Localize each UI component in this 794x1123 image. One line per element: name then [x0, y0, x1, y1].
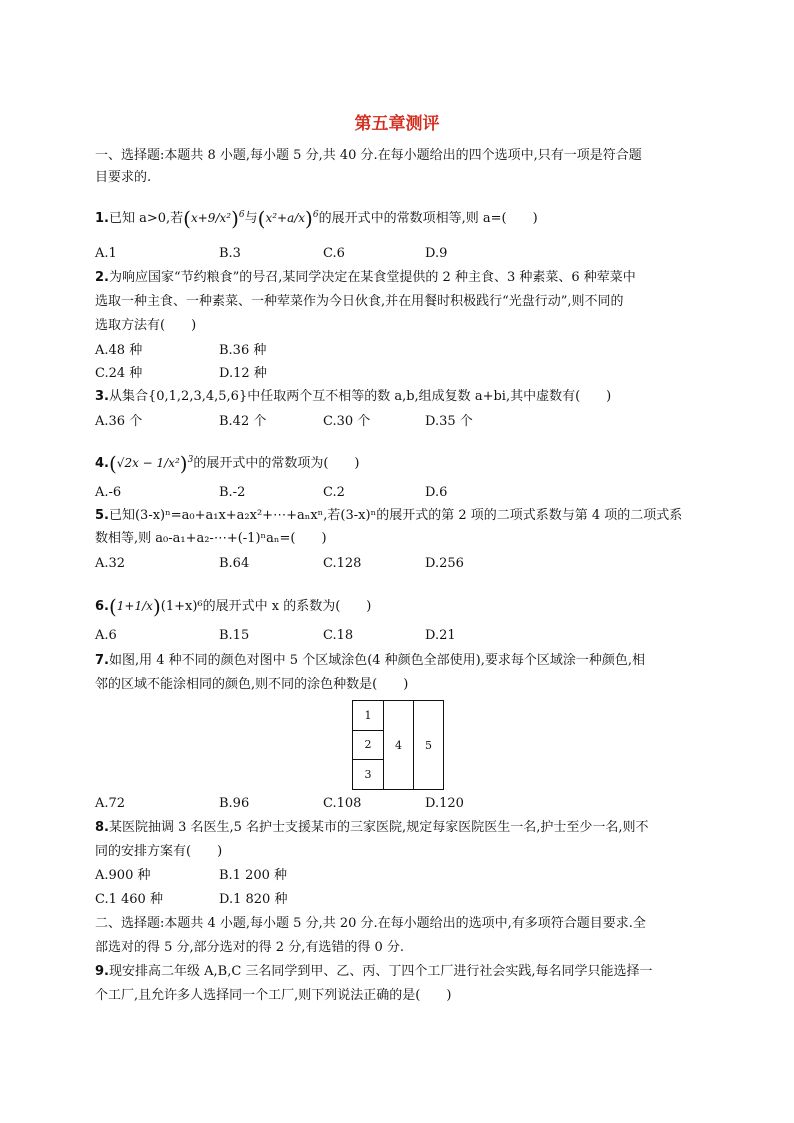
- option-c[interactable]: C.6: [323, 246, 345, 261]
- question-number: 4.: [95, 456, 109, 471]
- option-d[interactable]: D.9: [425, 246, 448, 261]
- question-number: 6.: [95, 599, 109, 614]
- question-4: [95, 451, 360, 476]
- q1-expression-1: $(x+9/x^2)^6$: [183, 206, 245, 231]
- region-1: 1: [353, 701, 384, 731]
- section1-instructions-line2: 目要求的.: [95, 170, 152, 185]
- option-a[interactable]: A.36 个: [95, 414, 143, 429]
- option-b[interactable]: B.96: [219, 796, 250, 811]
- question-4-text: 的展开式中的常数项为( ): [193, 456, 360, 471]
- question-6: [95, 594, 372, 619]
- question-2-line2: 选取一种主食、一种素菜、一种荤菜作为今日伙食,并在用餐时积极践行“光盘行动”,则不同的: [95, 294, 624, 309]
- region-coloring-diagram: [352, 700, 444, 790]
- option-c[interactable]: C.108: [323, 796, 362, 811]
- question-8-line1: [95, 819, 648, 837]
- question-3-text: 从集合{0,1,2,3,4,5,6}中任取两个互不相等的数 a,b,组成复数 a+bi,其中虚数有( ): [108, 389, 612, 404]
- option-c[interactable]: C.2: [323, 485, 345, 500]
- option-b[interactable]: B.15: [219, 628, 250, 643]
- option-c[interactable]: C.18: [323, 628, 354, 643]
- option-a[interactable]: A.48 种: [95, 343, 143, 358]
- question-1: [95, 206, 538, 231]
- q4-expression: $(√2x - 1/x^2)^3$: [108, 451, 194, 476]
- option-d[interactable]: D.12 种: [219, 366, 267, 381]
- question-number: 1.: [95, 211, 109, 226]
- question-number: 2.: [95, 270, 109, 285]
- question-1-pre: 已知 a>0,若: [108, 211, 184, 226]
- option-d[interactable]: D.120: [425, 796, 464, 811]
- question-2-text: 为响应国家“节约粮食”的号召,某同学决定在某食堂提供的 2 种主食、3 种素菜、6 种荤菜中: [108, 270, 636, 285]
- section1-instructions-line1: 一、选择题:本题共 8 小题,每小题 5 分,共 40 分.在每小题给出的四个选项中,只有一项是符合题: [95, 148, 642, 163]
- option-c[interactable]: C.1 460 种: [95, 892, 163, 907]
- question-7-text: 如图,用 4 种不同的颜色对图中 5 个区域涂色(4 种颜色全部使用),要求每个区域涂一种颜色,相: [108, 653, 646, 668]
- question-6-text: (1+x)⁶的展开式中 x 的系数为( ): [160, 599, 372, 614]
- option-d[interactable]: D.21: [425, 628, 456, 643]
- region-4: 4: [384, 701, 414, 789]
- question-7-line1: [95, 652, 645, 670]
- option-c[interactable]: C.128: [323, 556, 362, 571]
- option-d[interactable]: D.256: [425, 556, 464, 571]
- q1-expression-2: $(x^2+a/x)^6$: [257, 206, 319, 231]
- section2-instructions-line1: 二、选择题:本题共 4 小题,每小题 5 分,共 20 分.在每小题给出的选项中,有多项符合题目要求.全: [95, 916, 646, 931]
- question-2-line3: 选取方法有( ): [95, 318, 197, 333]
- option-b[interactable]: B.42 个: [219, 414, 267, 429]
- q6-expression: (1+1/x): [108, 594, 161, 619]
- option-b[interactable]: B.-2: [219, 485, 246, 500]
- option-a[interactable]: A.72: [95, 796, 126, 811]
- option-b[interactable]: B.3: [219, 246, 241, 261]
- option-d[interactable]: D.6: [425, 485, 448, 500]
- option-a[interactable]: A.1: [95, 246, 117, 261]
- question-7-line2: 邻的区域不能涂相同的颜色,则不同的涂色种数是( ): [95, 677, 409, 692]
- question-9-text: 现安排高二年级 A,B,C 三名同学到甲、乙、丙、丁四个工厂进行社会实践,每名同学只能选择一: [108, 964, 653, 979]
- region-2: 2: [353, 730, 384, 760]
- option-a[interactable]: A.32: [95, 556, 126, 571]
- option-c[interactable]: C.24 种: [95, 366, 143, 381]
- option-d[interactable]: D.1 820 种: [219, 892, 288, 907]
- option-d[interactable]: D.35 个: [425, 414, 473, 429]
- question-number: 8.: [95, 820, 109, 835]
- question-1-mid: 与: [244, 211, 258, 226]
- question-9-line2: 个工厂,且允许多人选择同一个工厂,则下列说法正确的是( ): [95, 988, 452, 1003]
- option-a[interactable]: A.900 种: [95, 868, 151, 883]
- question-3: [95, 388, 611, 406]
- question-5-line2: 数相等,则 a₀-a₁+a₂-⋯+(-1)ⁿaₙ=( ): [95, 531, 327, 546]
- page-title: 第五章测评: [354, 114, 440, 134]
- option-b[interactable]: B.1 200 种: [219, 868, 288, 883]
- region-5: 5: [425, 738, 432, 752]
- question-5-line1: [95, 507, 682, 525]
- question-5-text: 已知(3-x)ⁿ=a₀+a₁x+a₂x²+⋯+aₙxⁿ,若(3-x)ⁿ的展开式的第 2 项的二项式系数与第 4 项的二项式系: [108, 508, 683, 523]
- question-8-text: 某医院抽调 3 名医生,5 名护士支援某市的三家医院,规定每家医院医生一名,护士至少一名,则不: [108, 820, 649, 835]
- question-number: 7.: [95, 653, 109, 668]
- option-a[interactable]: A.6: [95, 628, 117, 643]
- region-3: 3: [353, 759, 384, 789]
- option-c[interactable]: C.30 个: [323, 414, 371, 429]
- question-number: 3.: [95, 389, 109, 404]
- section2-instructions-line2: 部选对的得 5 分,部分选对的得 2 分,有选错的得 0 分.: [95, 940, 405, 955]
- question-1-post: 的展开式中的常数项相等,则 a=( ): [318, 211, 538, 226]
- question-2-line1: [95, 269, 636, 287]
- option-b[interactable]: B.64: [219, 556, 250, 571]
- question-8-line2: 同的安排方案有( ): [95, 844, 223, 859]
- option-b[interactable]: B.36 种: [219, 343, 267, 358]
- question-number: 5.: [95, 508, 109, 523]
- question-number: 9.: [95, 964, 109, 979]
- question-9-line1: [95, 963, 653, 981]
- option-a[interactable]: A.-6: [95, 485, 122, 500]
